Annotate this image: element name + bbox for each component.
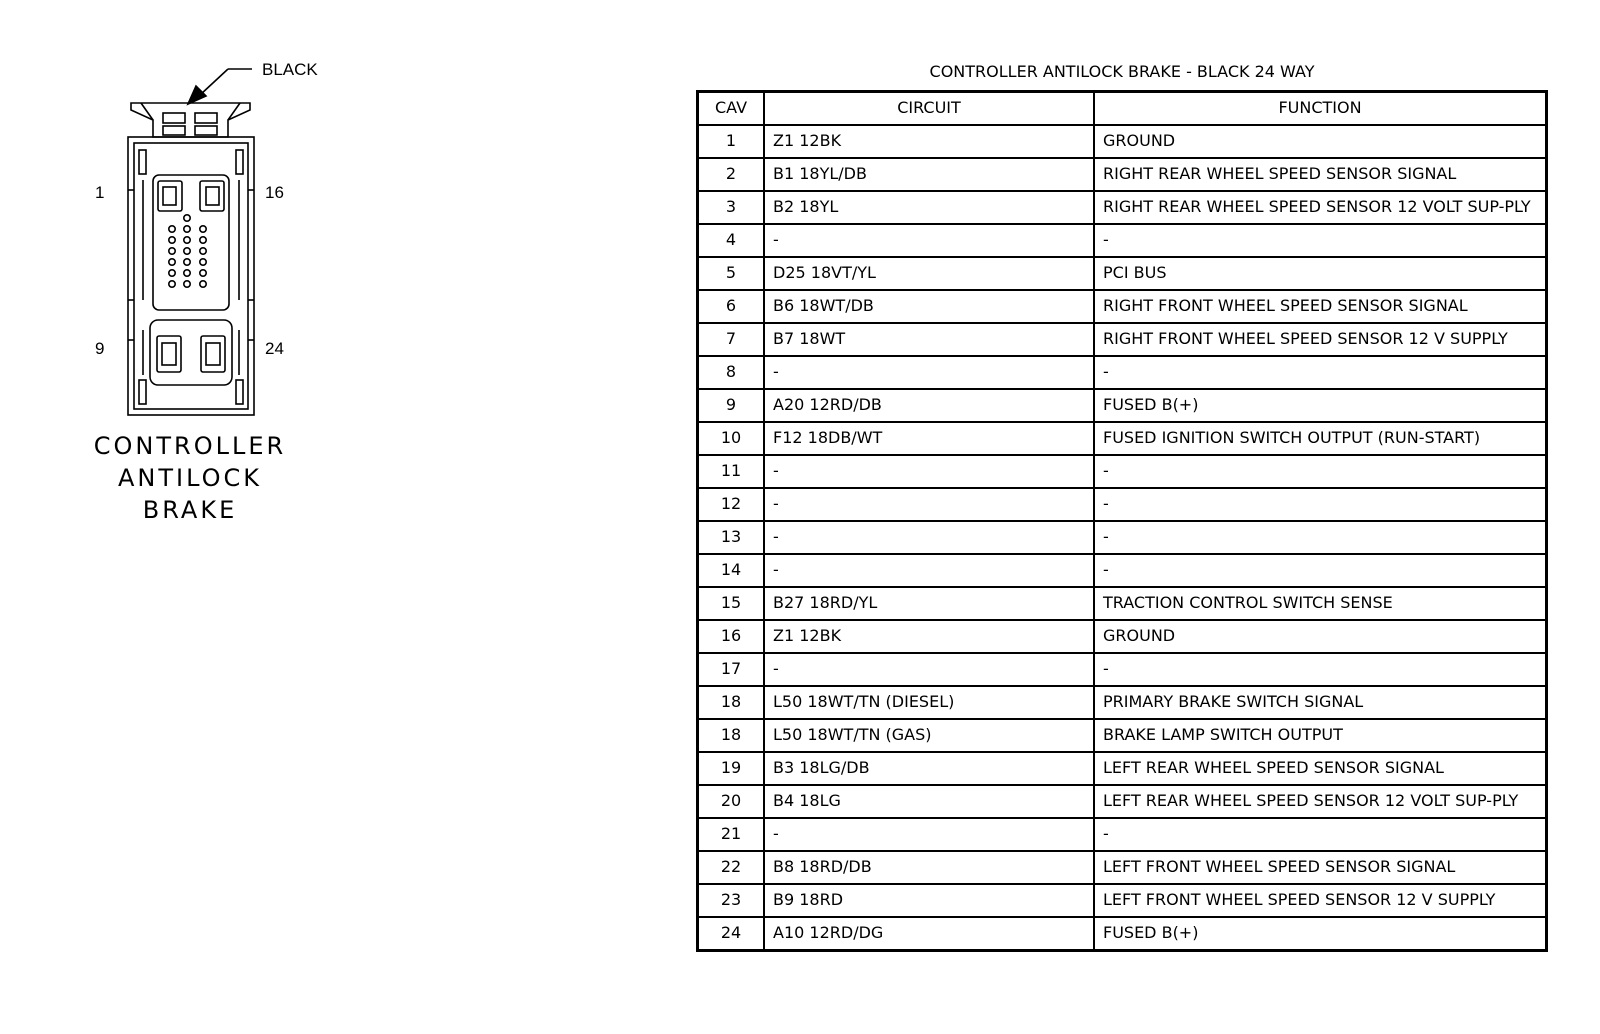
cell-function: RIGHT FRONT WHEEL SPEED SENSOR 12 V SUPPLY xyxy=(1094,323,1547,356)
cell-cav: 12 xyxy=(698,488,765,521)
table-row xyxy=(698,653,1547,686)
cell-circuit: - xyxy=(764,653,1094,686)
cell-function: - xyxy=(1094,653,1547,686)
cell-circuit: - xyxy=(764,356,1094,389)
table-row xyxy=(698,620,1547,653)
table-title: CONTROLLER ANTILOCK BRAKE - BLACK 24 WAY xyxy=(929,62,1315,81)
pin-hole xyxy=(200,270,206,276)
cell-function: - xyxy=(1094,818,1547,851)
table-row xyxy=(698,752,1547,785)
cell-function: - xyxy=(1094,455,1547,488)
cell-cav: 2 xyxy=(698,158,765,191)
cell-cav: 4 xyxy=(698,224,765,257)
pin-label-24: 24 xyxy=(265,339,284,358)
cell-cav: 19 xyxy=(698,752,765,785)
connector-name-line-1: CONTROLLER xyxy=(93,432,287,460)
pin-hole xyxy=(169,226,175,232)
pin-hole xyxy=(169,259,175,265)
table-row xyxy=(698,917,1547,951)
table-row xyxy=(698,422,1547,455)
pin-hole xyxy=(184,281,190,287)
cell-circuit: L50 18WT/TN (GAS) xyxy=(764,719,1094,752)
cell-circuit: D25 18VT/YL xyxy=(764,257,1094,290)
pin-hole xyxy=(184,248,190,254)
pin-hole xyxy=(169,237,175,243)
pinout-table xyxy=(696,90,1548,952)
cell-function: PRIMARY BRAKE SWITCH SIGNAL xyxy=(1094,686,1547,719)
pin-hole xyxy=(184,226,190,232)
cell-function: FUSED IGNITION SWITCH OUTPUT (RUN-START) xyxy=(1094,422,1547,455)
connector-latch xyxy=(131,103,250,137)
table-row xyxy=(698,158,1547,191)
table-row xyxy=(698,719,1547,752)
pin-label-1: 1 xyxy=(95,183,105,202)
cell-function: - xyxy=(1094,356,1547,389)
table-row xyxy=(698,488,1547,521)
pin-holes xyxy=(169,215,206,287)
table-row xyxy=(698,587,1547,620)
table-row xyxy=(698,224,1547,257)
table-row xyxy=(698,455,1547,488)
connector-name-line-2: ANTILOCK xyxy=(117,464,262,492)
cell-cav: 14 xyxy=(698,554,765,587)
cell-cav: 23 xyxy=(698,884,765,917)
cell-cav: 5 xyxy=(698,257,765,290)
cell-cav: 11 xyxy=(698,455,765,488)
cell-function: - xyxy=(1094,521,1547,554)
cell-circuit: B4 18LG xyxy=(764,785,1094,818)
table-row xyxy=(698,257,1547,290)
connector-housing xyxy=(128,137,254,415)
cell-circuit: Z1 12BK xyxy=(764,125,1094,158)
pin-hole xyxy=(184,215,190,221)
cell-cav: 10 xyxy=(698,422,765,455)
cell-cav: 9 xyxy=(698,389,765,422)
cell-function: RIGHT REAR WHEEL SPEED SENSOR 12 VOLT SUP-PLY xyxy=(1094,191,1547,224)
pin-hole xyxy=(184,259,190,265)
cell-circuit: Z1 12BK xyxy=(764,620,1094,653)
header-function: FUNCTION xyxy=(1094,92,1547,126)
cell-function: RIGHT FRONT WHEEL SPEED SENSOR SIGNAL xyxy=(1094,290,1547,323)
cell-function: GROUND xyxy=(1094,125,1547,158)
pin-hole xyxy=(184,237,190,243)
cell-circuit: - xyxy=(764,818,1094,851)
table-row xyxy=(698,125,1547,158)
cell-circuit: B27 18RD/YL xyxy=(764,587,1094,620)
cell-circuit: L50 18WT/TN (DIESEL) xyxy=(764,686,1094,719)
pin-hole xyxy=(200,259,206,265)
cell-cav: 17 xyxy=(698,653,765,686)
cell-cav: 6 xyxy=(698,290,765,323)
cell-circuit: B6 18WT/DB xyxy=(764,290,1094,323)
table-row xyxy=(698,851,1547,884)
table-row xyxy=(698,818,1547,851)
connector-name xyxy=(60,430,320,526)
cell-circuit: F12 18DB/WT xyxy=(764,422,1094,455)
lower-cavity-block xyxy=(150,320,232,385)
cell-cav: 3 xyxy=(698,191,765,224)
table-header-row xyxy=(698,92,1547,126)
table-row xyxy=(698,884,1547,917)
header-circuit: CIRCUIT xyxy=(764,92,1094,126)
cell-function: LEFT REAR WHEEL SPEED SENSOR 12 VOLT SUP-PLY xyxy=(1094,785,1547,818)
cell-cav: 13 xyxy=(698,521,765,554)
pin-hole xyxy=(200,237,206,243)
cell-circuit: - xyxy=(764,521,1094,554)
header-cav: CAV xyxy=(698,92,765,126)
pin-label-16: 16 xyxy=(265,183,284,202)
cell-function: RIGHT REAR WHEEL SPEED SENSOR SIGNAL xyxy=(1094,158,1547,191)
upper-cavity-block xyxy=(153,175,229,310)
pin-hole xyxy=(200,281,206,287)
cell-function: TRACTION CONTROL SWITCH SENSE xyxy=(1094,587,1547,620)
pin-hole xyxy=(184,270,190,276)
cell-function: BRAKE LAMP SWITCH OUTPUT xyxy=(1094,719,1547,752)
pinout-table-body xyxy=(698,125,1547,951)
cell-function: PCI BUS xyxy=(1094,257,1547,290)
cell-cav: 20 xyxy=(698,785,765,818)
connector-name-line-3: BRAKE xyxy=(142,496,238,524)
cell-function: LEFT FRONT WHEEL SPEED SENSOR SIGNAL xyxy=(1094,851,1547,884)
cell-cav: 15 xyxy=(698,587,765,620)
table-row xyxy=(698,323,1547,356)
cell-circuit: B8 18RD/DB xyxy=(764,851,1094,884)
cell-cav: 16 xyxy=(698,620,765,653)
table-row xyxy=(698,389,1547,422)
table-row xyxy=(698,554,1547,587)
cell-circuit: B7 18WT xyxy=(764,323,1094,356)
cell-function: LEFT REAR WHEEL SPEED SENSOR SIGNAL xyxy=(1094,752,1547,785)
table-row xyxy=(698,785,1547,818)
cell-cav: 21 xyxy=(698,818,765,851)
cell-circuit: - xyxy=(764,488,1094,521)
cell-circuit: A20 12RD/DB xyxy=(764,389,1094,422)
cell-function: - xyxy=(1094,554,1547,587)
cell-circuit: B2 18YL xyxy=(764,191,1094,224)
cell-cav: 24 xyxy=(698,917,765,951)
cell-function: GROUND xyxy=(1094,620,1547,653)
pin-hole xyxy=(200,226,206,232)
table-row xyxy=(698,521,1547,554)
cell-function: - xyxy=(1094,224,1547,257)
cell-cav: 18 xyxy=(698,686,765,719)
cell-function: LEFT FRONT WHEEL SPEED SENSOR 12 V SUPPLY xyxy=(1094,884,1547,917)
black-color-callout-arrow xyxy=(188,69,252,104)
cell-cav: 22 xyxy=(698,851,765,884)
table-row xyxy=(698,290,1547,323)
cell-function: - xyxy=(1094,488,1547,521)
connector-color-label: BLACK xyxy=(262,60,318,79)
cell-circuit: A10 12RD/DG xyxy=(764,917,1094,951)
cell-circuit: - xyxy=(764,554,1094,587)
table-row xyxy=(698,686,1547,719)
cell-circuit: B1 18YL/DB xyxy=(764,158,1094,191)
cell-cav: 7 xyxy=(698,323,765,356)
cell-cav: 18 xyxy=(698,719,765,752)
cell-function: FUSED B(+) xyxy=(1094,917,1547,951)
cell-function: FUSED B(+) xyxy=(1094,389,1547,422)
cell-circuit: B9 18RD xyxy=(764,884,1094,917)
pin-hole xyxy=(169,270,175,276)
cell-cav: 1 xyxy=(698,125,765,158)
cell-circuit: - xyxy=(764,224,1094,257)
cell-cav: 8 xyxy=(698,356,765,389)
table-row xyxy=(698,356,1547,389)
table-row xyxy=(698,191,1547,224)
cell-circuit: B3 18LG/DB xyxy=(764,752,1094,785)
pin-hole xyxy=(200,248,206,254)
pin-hole xyxy=(169,248,175,254)
cell-circuit: - xyxy=(764,455,1094,488)
pin-hole xyxy=(169,281,175,287)
pin-label-9: 9 xyxy=(95,339,105,358)
